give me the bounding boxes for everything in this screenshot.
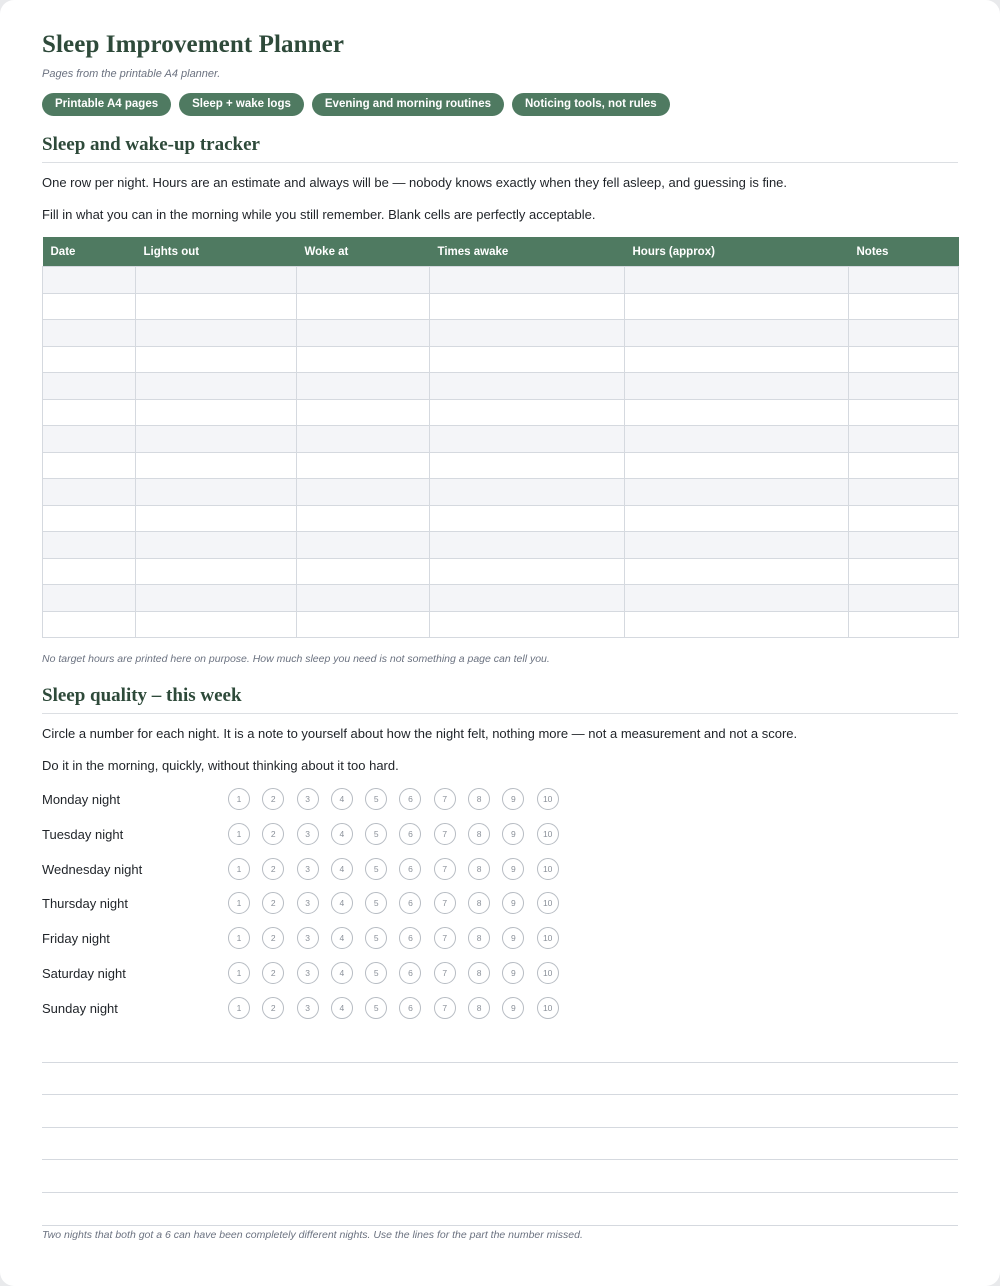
table-cell[interactable] [136, 346, 297, 373]
rating-bubble[interactable]: 2 [262, 892, 284, 914]
table-cell[interactable] [430, 532, 625, 559]
table-cell[interactable] [849, 505, 959, 532]
table-cell[interactable] [625, 267, 849, 294]
night-label: Tuesday night [42, 826, 124, 842]
rating-bubble[interactable]: 7 [434, 823, 456, 845]
table-cell[interactable] [849, 426, 959, 453]
rating-bubble[interactable]: 6 [399, 788, 421, 810]
table-cell[interactable] [430, 267, 625, 294]
table-cell[interactable] [625, 558, 849, 585]
table-cell[interactable] [136, 320, 297, 347]
table-cell[interactable] [625, 479, 849, 506]
night-label: Saturday night [42, 965, 126, 981]
rating-bubble[interactable]: 1 [228, 997, 250, 1019]
table-cell[interactable] [136, 558, 297, 585]
table-cell[interactable] [297, 346, 430, 373]
rating-bubble[interactable]: 7 [434, 927, 456, 949]
night-label: Thursday night [42, 896, 128, 912]
rating-bubble[interactable]: 8 [468, 927, 490, 949]
table-cell[interactable] [43, 320, 136, 347]
rating-row [42, 786, 642, 821]
rating-bubble[interactable]: 1 [228, 823, 250, 845]
tag-pill: Evening and morning routines [312, 93, 504, 116]
rating-bubble[interactable]: 10 [537, 858, 559, 880]
quality-footnote: Two nights that both got a 6 can have been completely different nights. Use the lines for the part the number missed. [42, 1229, 583, 1241]
tracker-intro-2: Fill in what you can in the morning while you still remember. Blank cells are perfectly acceptable. [42, 207, 596, 222]
table-cell[interactable] [849, 611, 959, 638]
table-cell[interactable] [430, 611, 625, 638]
table-cell[interactable] [43, 558, 136, 585]
table-cell[interactable] [136, 373, 297, 400]
table-cell[interactable] [136, 505, 297, 532]
table-cell[interactable] [849, 293, 959, 320]
rating-bubble[interactable]: 10 [537, 962, 559, 984]
column-header-notes: Notes [849, 237, 959, 267]
table-row [43, 505, 959, 532]
rating-scale [228, 927, 559, 949]
rating-bubble[interactable]: 8 [468, 892, 490, 914]
rating-bubble[interactable]: 5 [365, 997, 387, 1019]
table-cell[interactable] [136, 585, 297, 612]
table-cell[interactable] [625, 585, 849, 612]
table-cell[interactable] [625, 452, 849, 479]
table-cell[interactable] [297, 320, 430, 347]
rating-bubble[interactable]: 6 [399, 962, 421, 984]
table-cell[interactable] [136, 532, 297, 559]
rating-bubble[interactable]: 4 [331, 788, 353, 810]
table-cell[interactable] [430, 479, 625, 506]
table-cell[interactable] [43, 399, 136, 426]
rating-bubble[interactable]: 5 [365, 858, 387, 880]
table-cell[interactable] [43, 611, 136, 638]
table-cell[interactable] [625, 293, 849, 320]
table-cell[interactable] [849, 399, 959, 426]
rating-row [42, 960, 642, 995]
rating-bubble[interactable]: 6 [399, 892, 421, 914]
table-row [43, 611, 959, 638]
rating-bubble[interactable]: 8 [468, 788, 490, 810]
table-cell[interactable] [136, 611, 297, 638]
table-cell[interactable] [625, 532, 849, 559]
tracker-footnote: No target hours are printed here on purpose. How much sleep you need is not something a page can tell you. [42, 653, 550, 665]
table-cell[interactable] [625, 346, 849, 373]
rating-scale [228, 997, 559, 1019]
rating-bubble[interactable]: 10 [537, 927, 559, 949]
rating-bubble[interactable]: 2 [262, 858, 284, 880]
rating-bubble[interactable]: 9 [502, 927, 524, 949]
table-row [43, 267, 959, 294]
column-header-woke-at: Woke at [297, 237, 430, 267]
night-label: Wednesday night [42, 861, 143, 877]
tracker-intro-1: One row per night. Hours are an estimate and always will be — nobody knows exactly when they fell asleep, and guessing is fine. [42, 175, 788, 190]
table-cell[interactable] [297, 558, 430, 585]
night-label: Monday night [42, 792, 121, 807]
table-row [43, 452, 959, 479]
writing-line[interactable] [42, 1128, 958, 1161]
rating-bubble[interactable]: 4 [331, 962, 353, 984]
rating-bubble[interactable]: 8 [468, 823, 490, 845]
table-cell[interactable] [849, 346, 959, 373]
rating-bubble[interactable]: 9 [502, 892, 524, 914]
table-cell[interactable] [625, 373, 849, 400]
table-cell[interactable] [43, 426, 136, 453]
table-cell[interactable] [430, 373, 625, 400]
rating-bubble[interactable]: 3 [297, 892, 319, 914]
table-cell[interactable] [136, 267, 297, 294]
rating-bubble[interactable]: 7 [434, 788, 456, 810]
table-cell[interactable] [43, 373, 136, 400]
rating-row [42, 995, 642, 1030]
rating-bubble[interactable]: 3 [297, 858, 319, 880]
table-row [43, 320, 959, 347]
rating-bubble[interactable]: 1 [228, 927, 250, 949]
table-cell[interactable] [430, 346, 625, 373]
rating-bubble[interactable]: 2 [262, 997, 284, 1019]
table-cell[interactable] [297, 399, 430, 426]
rating-bubble[interactable]: 3 [297, 788, 319, 810]
rating-bubble[interactable]: 2 [262, 962, 284, 984]
rating-bubble[interactable]: 7 [434, 858, 456, 880]
tag-pill: Noticing tools, not rules [512, 93, 670, 116]
rating-bubble[interactable]: 4 [331, 997, 353, 1019]
table-cell[interactable] [430, 320, 625, 347]
table-cell[interactable] [625, 505, 849, 532]
rating-bubble[interactable]: 3 [297, 997, 319, 1019]
table-cell[interactable] [297, 373, 430, 400]
rating-bubble[interactable]: 2 [262, 927, 284, 949]
table-cell[interactable] [430, 585, 625, 612]
table-cell[interactable] [297, 532, 430, 559]
rating-bubble[interactable]: 4 [331, 892, 353, 914]
table-row [43, 532, 959, 559]
table-cell[interactable] [297, 293, 430, 320]
rating-bubble[interactable]: 3 [297, 927, 319, 949]
table-row [43, 346, 959, 373]
table-row [43, 426, 959, 453]
rating-bubble[interactable]: 2 [262, 823, 284, 845]
table-cell[interactable] [136, 479, 297, 506]
table-cell[interactable] [849, 558, 959, 585]
rating-bubble[interactable]: 3 [297, 823, 319, 845]
rating-bubble[interactable]: 3 [297, 962, 319, 984]
tracker-heading: Sleep and wake-up tracker [42, 134, 958, 163]
rating-row [42, 821, 642, 856]
rating-bubble[interactable]: 9 [502, 858, 524, 880]
rating-bubble[interactable]: 4 [331, 927, 353, 949]
rating-bubble[interactable]: 5 [365, 823, 387, 845]
table-row [43, 585, 959, 612]
column-header-times-awake: Times awake [430, 237, 625, 267]
table-cell[interactable] [43, 505, 136, 532]
writing-line[interactable] [42, 1160, 958, 1193]
rating-bubble[interactable]: 1 [228, 962, 250, 984]
rating-bubble[interactable]: 8 [468, 997, 490, 1019]
tag-list [42, 93, 670, 116]
sleep-tracker-table [42, 237, 959, 638]
rating-bubble[interactable]: 9 [502, 997, 524, 1019]
rating-bubble[interactable]: 7 [434, 892, 456, 914]
rating-bubble[interactable]: 8 [468, 962, 490, 984]
writing-line[interactable] [42, 1095, 958, 1128]
table-cell[interactable] [625, 426, 849, 453]
table-cell[interactable] [849, 532, 959, 559]
rating-bubble[interactable]: 9 [502, 823, 524, 845]
table-cell[interactable] [430, 558, 625, 585]
table-cell[interactable] [43, 479, 136, 506]
table-cell[interactable] [849, 373, 959, 400]
rating-bubble[interactable]: 10 [537, 997, 559, 1019]
table-cell[interactable] [297, 452, 430, 479]
table-cell[interactable] [849, 320, 959, 347]
rating-bubble[interactable]: 10 [537, 892, 559, 914]
table-cell[interactable] [43, 293, 136, 320]
table-cell[interactable] [625, 320, 849, 347]
table-cell[interactable] [43, 452, 136, 479]
rating-row [42, 890, 642, 925]
table-cell[interactable] [297, 505, 430, 532]
rating-bubble[interactable]: 2 [262, 788, 284, 810]
table-row [43, 399, 959, 426]
rating-bubble[interactable]: 5 [365, 788, 387, 810]
rating-bubble[interactable]: 8 [468, 858, 490, 880]
night-label: Sunday night [42, 1000, 118, 1016]
rating-bubble[interactable]: 5 [365, 962, 387, 984]
table-cell[interactable] [849, 585, 959, 612]
table-cell[interactable] [43, 585, 136, 612]
rating-scale [228, 823, 559, 845]
rating-bubble[interactable]: 10 [537, 823, 559, 845]
table-cell[interactable] [625, 611, 849, 638]
table-cell[interactable] [625, 399, 849, 426]
table-cell[interactable] [297, 585, 430, 612]
writing-lines [42, 1030, 958, 1226]
table-cell[interactable] [430, 426, 625, 453]
writing-line[interactable] [42, 1030, 958, 1063]
table-cell[interactable] [297, 426, 430, 453]
rating-scale [228, 962, 559, 984]
table-cell[interactable] [849, 267, 959, 294]
rating-bubble[interactable]: 6 [399, 997, 421, 1019]
table-cell[interactable] [297, 611, 430, 638]
rating-bubble[interactable]: 1 [228, 858, 250, 880]
table-row [43, 293, 959, 320]
table-cell[interactable] [430, 399, 625, 426]
rating-row [42, 925, 642, 960]
rating-bubble[interactable]: 1 [228, 892, 250, 914]
rating-bubble[interactable]: 4 [331, 823, 353, 845]
rating-bubble[interactable]: 5 [365, 927, 387, 949]
column-header-hours: Hours (approx) [625, 237, 849, 267]
writing-line[interactable] [42, 1063, 958, 1096]
table-header-row [43, 237, 959, 267]
table-cell[interactable] [136, 426, 297, 453]
rating-bubble[interactable]: 1 [228, 788, 250, 810]
table-cell[interactable] [430, 452, 625, 479]
quality-intro-2: Do it in the morning, quickly, without thinking about it too hard. [42, 758, 399, 773]
table-cell[interactable] [849, 479, 959, 506]
table-cell[interactable] [136, 293, 297, 320]
rating-bubble[interactable]: 7 [434, 962, 456, 984]
table-cell[interactable] [849, 452, 959, 479]
table-cell[interactable] [43, 532, 136, 559]
table-row [43, 558, 959, 585]
rating-bubble[interactable]: 7 [434, 997, 456, 1019]
table-cell[interactable] [430, 293, 625, 320]
table-cell[interactable] [43, 346, 136, 373]
table-cell[interactable] [136, 399, 297, 426]
rating-bubble[interactable]: 4 [331, 858, 353, 880]
rating-scale [228, 892, 559, 914]
quality-heading: Sleep quality – this week [42, 685, 958, 714]
table-cell[interactable] [430, 505, 625, 532]
writing-line[interactable] [42, 1193, 958, 1226]
table-row [43, 479, 959, 506]
table-cell[interactable] [43, 267, 136, 294]
table-cell[interactable] [297, 479, 430, 506]
rating-bubble[interactable]: 5 [365, 892, 387, 914]
column-header-date: Date [43, 237, 136, 267]
quality-intro-1: Circle a number for each night. It is a note to yourself about how the night felt, nothing more — not a measurement and not a score. [42, 726, 798, 741]
page-subtitle: Pages from the printable A4 planner. [42, 68, 221, 80]
rating-scale [228, 788, 559, 810]
rating-scale [228, 858, 559, 880]
tag-pill: Printable A4 pages [42, 93, 171, 116]
rating-bubble[interactable]: 10 [537, 788, 559, 810]
table-cell[interactable] [136, 452, 297, 479]
rating-bubble[interactable]: 9 [502, 788, 524, 810]
rating-bubble[interactable]: 9 [502, 962, 524, 984]
tag-pill: Sleep + wake logs [179, 93, 304, 116]
page-title: Sleep Improvement Planner [42, 31, 345, 58]
night-label: Friday night [42, 931, 110, 947]
table-row [43, 373, 959, 400]
rating-bubble[interactable]: 6 [399, 927, 421, 949]
column-header-lights-out: Lights out [136, 237, 297, 267]
rating-row [42, 856, 642, 891]
quality-rating-list [42, 786, 642, 1030]
rating-bubble[interactable]: 6 [399, 823, 421, 845]
table-cell[interactable] [297, 267, 430, 294]
rating-bubble[interactable]: 6 [399, 858, 421, 880]
